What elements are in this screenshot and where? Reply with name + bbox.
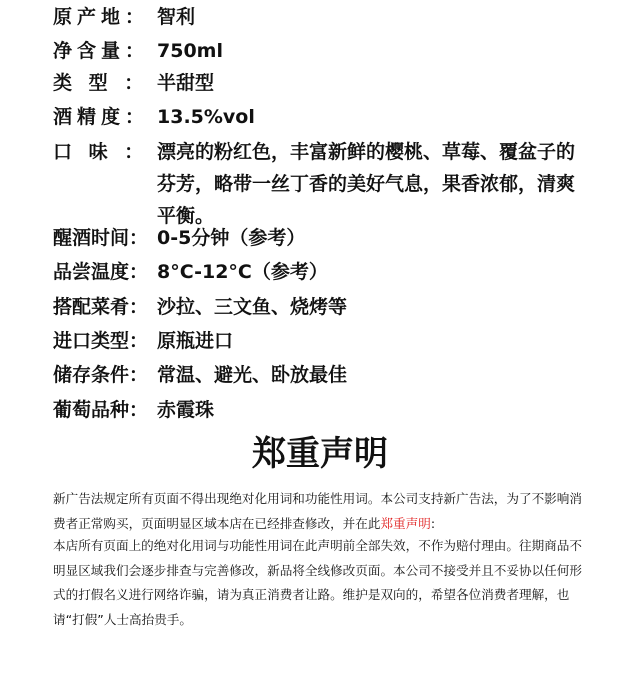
- statement-highlight: 郑重声明: [380, 515, 431, 531]
- spec-row-abv: [53, 100, 593, 134]
- spec-row-type: [53, 66, 593, 100]
- spec-row-origin: [53, 0, 593, 34]
- spec-label-decant: 醒酒时间：: [53, 227, 149, 249]
- spec-label-type: 类 型 ：: [53, 72, 149, 94]
- spec-row-import: [53, 324, 593, 358]
- spec-row-grape: [53, 393, 593, 427]
- spec-label-taste: 口 味 ：: [53, 141, 149, 163]
- spec-value-storage: 常温、避光、卧放最佳: [157, 364, 348, 386]
- statement-title: 郑重声明: [252, 434, 388, 474]
- spec-row-taste: [53, 136, 593, 232]
- statement-paragraph-1: [53, 487, 593, 536]
- spec-value-type: 半甜型: [157, 72, 215, 94]
- spec-value-volume: 750ml: [157, 40, 223, 62]
- spec-label-storage: 储存条件：: [53, 364, 149, 386]
- spec-row-pairing: [53, 290, 593, 324]
- spec-value-abv: 13.5%vol: [157, 106, 255, 128]
- statement-paragraph-2: 本店所有页面上的绝对化用词与功能性用词在此声明前全部失效，不作为赔付理由。往期商品不明显区域我们会逐步排查与完善修改，新品将全线修改页面。本公司不接受并且不妥协以任何形式的打假名义进行网络诈骗，请为真正消费者让路。维护是双向的，希望各位消费者理解，也请“打假”人士高抬贵手。: [53, 538, 582, 627]
- spec-label-volume: 净含量：: [53, 40, 150, 62]
- spec-label-import: 进口类型：: [53, 330, 149, 352]
- statement-paragraph-1-end: :: [430, 515, 436, 531]
- spec-label-pairing: 搭配菜肴：: [53, 296, 149, 318]
- spec-label-grape: 葡萄品种：: [53, 399, 149, 421]
- spec-row-decant: [53, 221, 593, 255]
- spec-label-abv: 酒精度：: [53, 106, 150, 128]
- spec-row-volume: [53, 34, 593, 68]
- spec-row-storage: [53, 358, 593, 392]
- spec-value-grape: 赤霞珠: [157, 399, 215, 421]
- spec-value-import: 原瓶进口: [157, 330, 234, 352]
- spec-label-origin: 原产地：: [53, 6, 150, 28]
- spec-value-taste: 漂亮的粉红色，丰富新鲜的樱桃、草莓、覆盆子的芬芳，略带一丝丁香的美好气息，果香浓郁，清爽平衡。: [157, 141, 576, 227]
- spec-value-origin: 智利: [157, 6, 196, 28]
- spec-value-pairing: 沙拉、三文鱼、烧烤等: [157, 296, 348, 318]
- statement-paragraph-1-text: 新广告法规定所有页面不得出现绝对化用词和功能性用词。本公司支持新广告法，为了不影响消费者正常购买，页面明显区域本店在已经排查修改，并在此: [53, 491, 582, 531]
- spec-value-temperature: 8°C-12°C（参考）: [157, 261, 328, 283]
- spec-value-decant: 0-5分钟（参考）: [157, 227, 306, 249]
- spec-row-temperature: [53, 255, 593, 289]
- spec-label-temperature: 品尝温度：: [53, 261, 149, 283]
